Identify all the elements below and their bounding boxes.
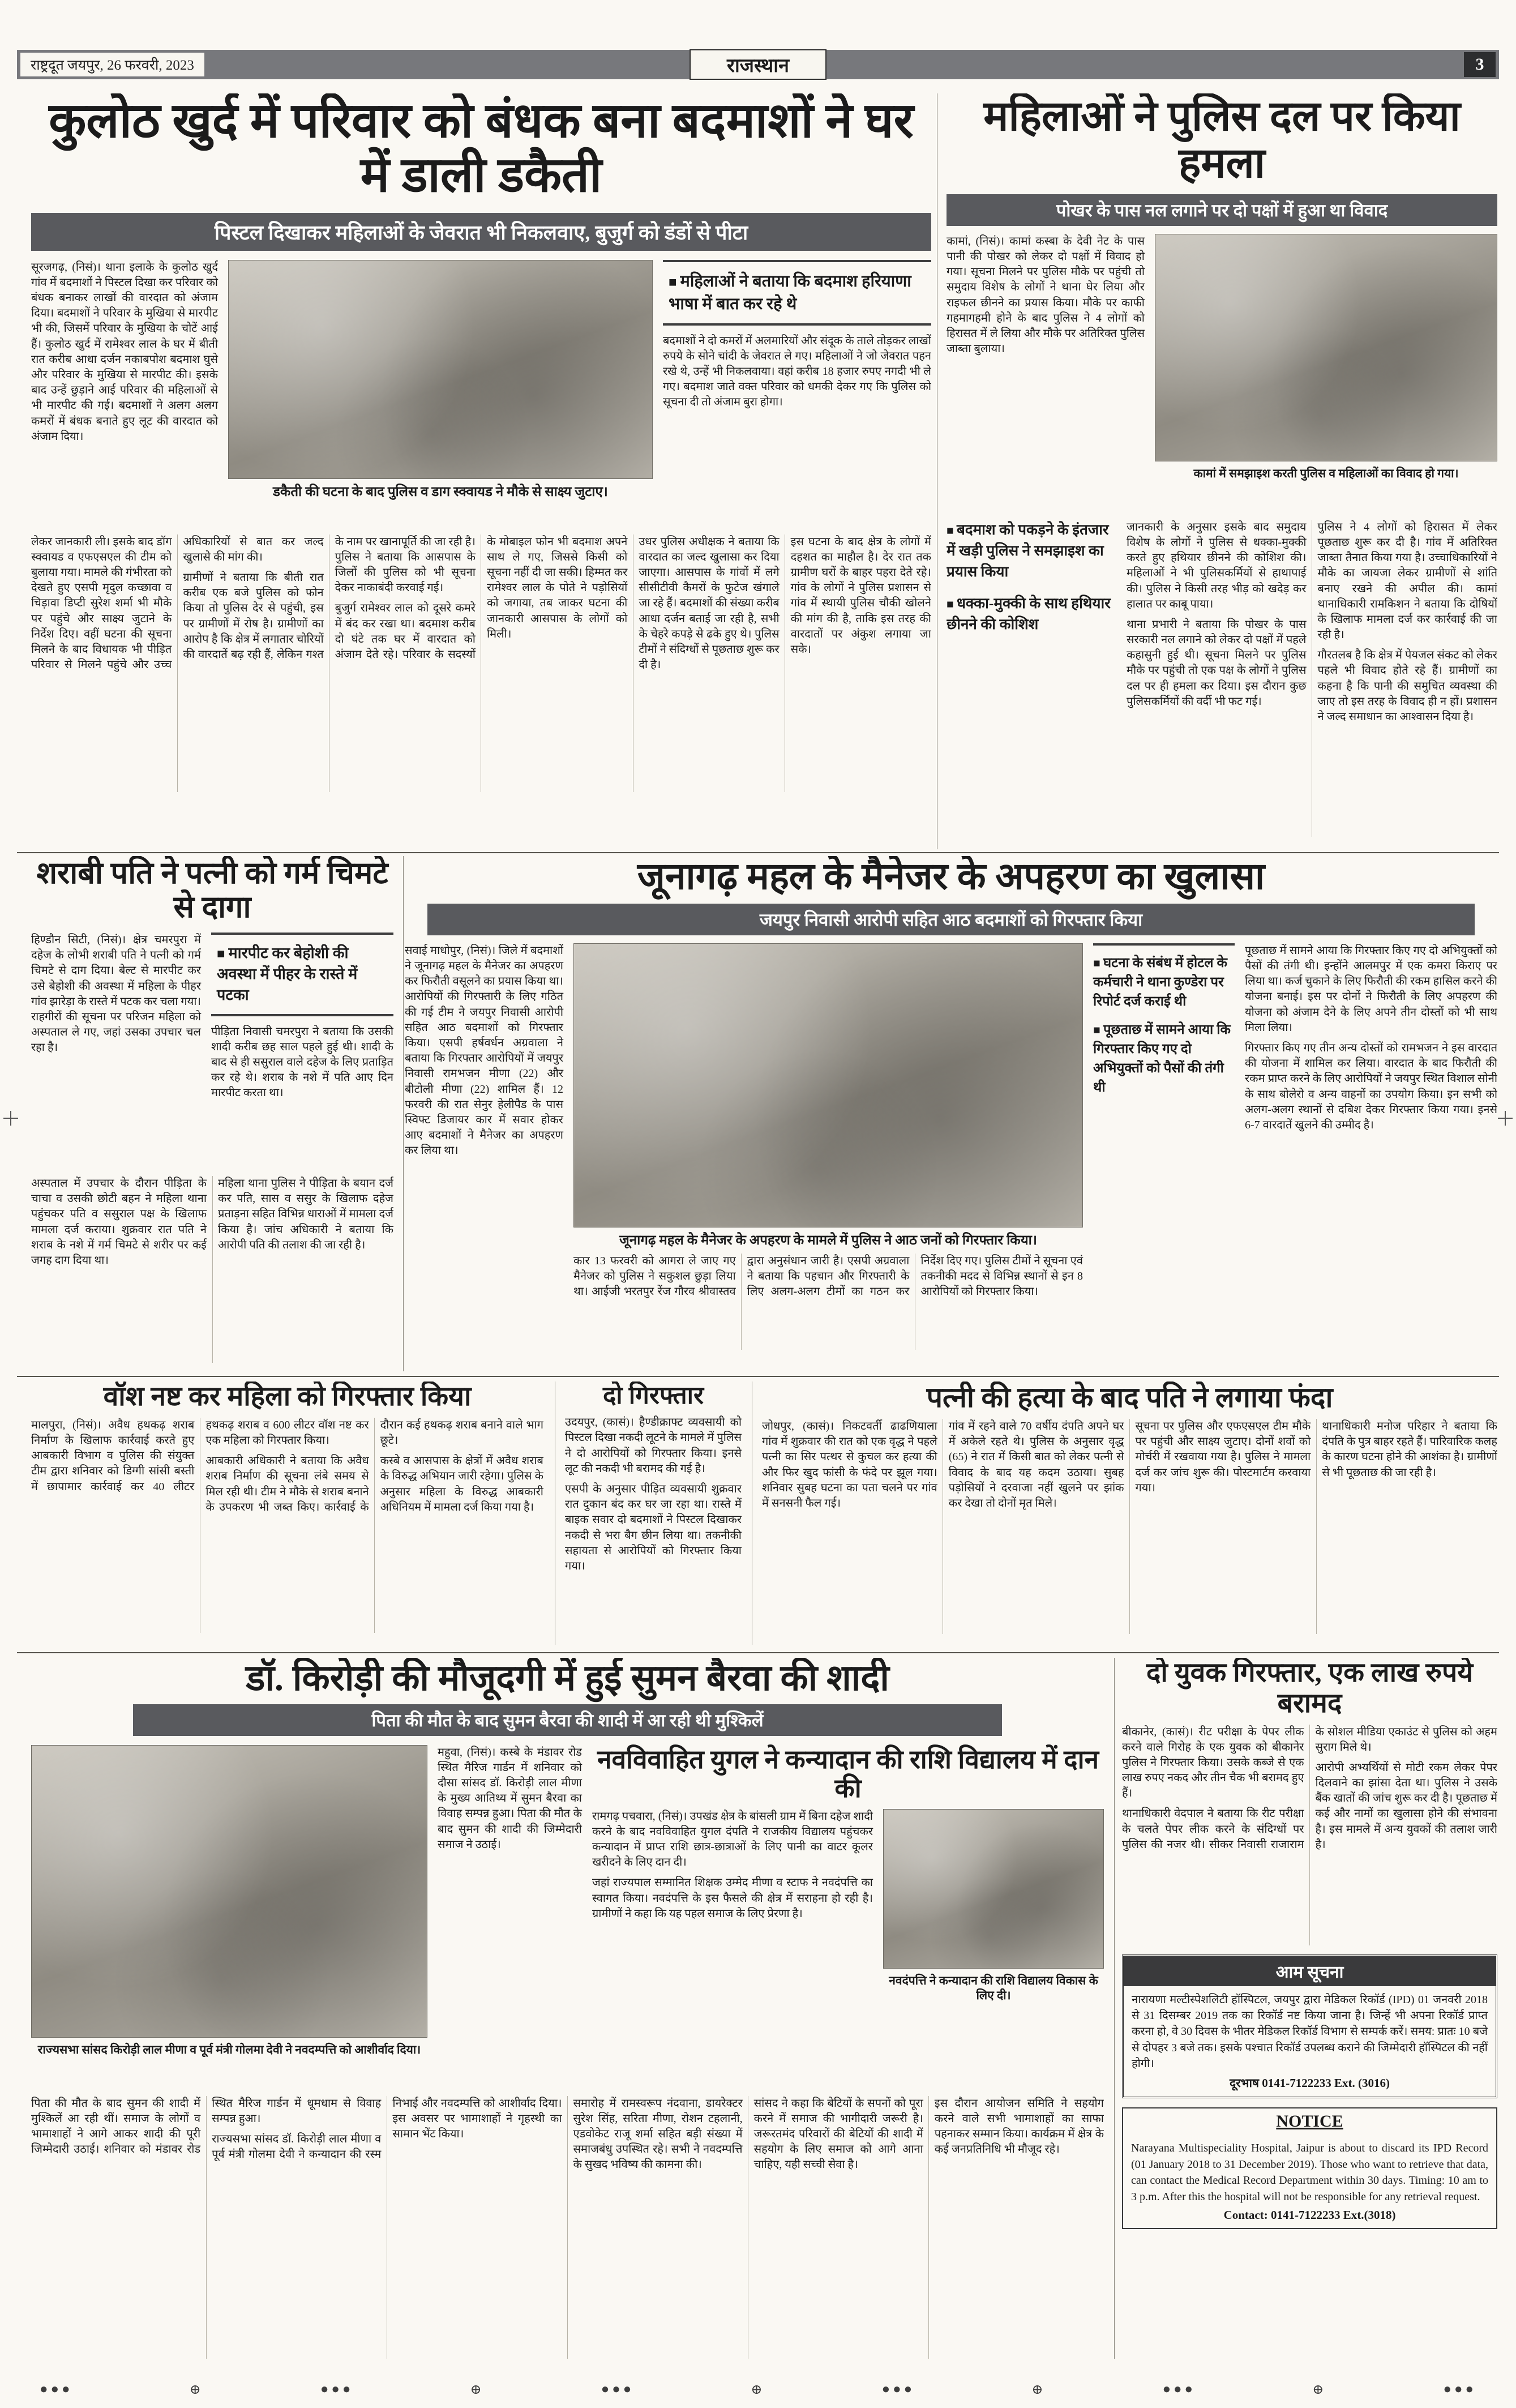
article-headline: जूनागढ़ महल के मैनेजर के अपहरण का खुलासा — [637, 856, 1265, 897]
notice-body: नारायणा मल्टीस्पेशलिटी हॉस्पिटल, जयपुर द्वारा मेडिकल रिकॉर्ड (IPD) 01 जनवरी 2018 से 31 दिसम्बर 2019 तक का रिकॉर्ड नष्ट किया जाना है। जिन्हें भी अपना रिकॉर्ड प्राप्त करना हो, वे 30 दिवस के भीतर मेडिकल रिकॉर्ड विभाग से सम्पर्क करें। समय: प्रातः 10 बजे से दोपहर 3 बजे तक। इसके पश्चात रिकॉर्ड उपलब्ध कराने की जिम्मेदारी हॉस्पिटल की नहीं होगी। — [1132, 1993, 1488, 2071]
body-paragraph: इस दौरान आयोजन समिति ने सहयोग करने वाले सभी भामाशाहों का साफा पहनाकर सम्मान किया। कार्यक्रम में क्षेत्र के कई जनप्रतिनिधि भी मौजूद रहे। — [934, 2097, 1104, 2156]
body-paragraph: सूरजगढ़, (निसं)। थाना इलाके के कुलोठ खुर्द गांव में बदमाशों ने पिस्टल दिखा कर परिवार को बंधक बनाकर लाखों की वारदात को अंजाम दिया। बदमाशों ने परिवार के मुखिया से मारपीट भी की, जिसमें परिवार के मुखिया के चोटें आई हैं। कुलोठ खुर्द में रामेश्वर लाल के घर में बीती रात करीब आधा दर्जन नकाबपोश बदमाश घुसे और परिवार के मुखिया से मारपीट की। इसके बाद उन्हें छुड़ाने आई परिवार की महिलाओं से भी मारपीट की गई। बदमाशों ने अलग अलग कमरों में बंधक बनाते हुए लूट की वारदात को अंजाम दिया। — [31, 260, 218, 443]
body-paragraph: पूछताछ में सामने आया कि गिरफ्तार किए गए दो अभियुक्तों को पैसों की तंगी थी। इन्होंने आलमपुर में एक कमरा किराए पर लिया था। कर्ज चुकाने के लिए फिरौती की रकम हासिल करने की योजना बनाई। इस पर दोनों ने फिरौती के लिए अपहरण की योजना को अंजाम देने के लिए अपने तीन दोस्तों को भी साथ मिला लिया। — [1245, 944, 1497, 1034]
article-body-column — [947, 234, 1145, 514]
body-paragraph: ●●● — [1162, 2382, 1196, 2397]
highlight-bullets — [947, 520, 1116, 837]
article-subhead: जयपुर निवासी आरोपी सहित आठ बदमाशों को गिरफ्तार किया — [427, 904, 1475, 935]
photo-caption: डकैती की घटना के बाद पुलिस व डाग स्क्वायड ने मौके से साक्ष्य जुटाए। — [273, 484, 608, 499]
photo-caption: कामां में समझाइश करती पुलिस व महिलाओं का विवाद हो गया। — [1193, 466, 1459, 480]
body-paragraph: ग्रामीणों ने बताया कि बीती रात करीब एक बजे पुलिस को फोन किया तो पुलिस देर से पहुंची, इस पर ग्रामीणों में रोष है। ग्रामीणों का आरोप है कि क्षेत्र में लगातार चोरियों की वारदातें बढ़ रही हैं, लेकिन गश्त के नाम पर खानापूर्ति की जा रही है। पुलिस ने बताया कि आसपास के जिलों की पुलिस को भी सूचना देकर नाकाबंदी करवाई गई। — [183, 535, 476, 661]
body-paragraph: हिण्डौन सिटी, (निसं)। क्षेत्र चमरपुरा में दहेज के लोभी शराबी पति ने पत्नी को गर्म चिमटे से दाग दिया। बेल्ट से मारपीट कर उसे बेहोशी की अवस्था में महिला के पीहर गांव झारेड़ा के रास्ते में पटक कर चला गया। राहगीरों की सूचना पर परिजन महिला को अस्पताल ले गए, जहां उसका उपचार चल रहा है। — [31, 933, 201, 1054]
kanyadan-photo — [883, 1809, 1104, 1969]
body-paragraph: गिरफ्तार किए गए तीन अन्य दोस्तों को रामभजन ने इस वारदात की योजना में शामिल कर लिया। वारदात के बाद फिरौती की रकम प्राप्त करने के लिए आरोपियों ने जयपुर स्थित विशाल सोनी के साथ बोलेरो व अन्य वाहनों का उपयोग किया। इन सभी को अलग-अलग स्थानों से दबिश देकर गिरफ्तार किया गया। इनसे 6-7 वारदातें खुलने की उम्मीद है। — [1245, 1042, 1497, 1131]
body-paragraph: ⊕ — [470, 2383, 485, 2397]
junagarh-group-photo — [573, 943, 1083, 1227]
body-paragraph: ■ धक्का-मुक्की के साथ हथियार छीनने की कोशिश — [947, 593, 1116, 635]
article-figure — [883, 1809, 1104, 2003]
article-body-columns — [573, 1254, 1083, 1350]
body-paragraph: ●●● — [601, 2382, 635, 2397]
body-paragraph: बीकानेर, (कासं)। रीट परीक्षा के पेपर लीक करने वाले गिरोह के एक युवक को बीकानेर पुलिस ने गिरफ्तार किया। उसके कब्जे से एक लाख रुपए नकद और तीन चैक भी बरामद हुए हैं। — [1122, 1725, 1304, 1800]
article-headline: वॉश नष्ट कर महिला को गिरफ्तार किया — [103, 1382, 472, 1412]
body-paragraph: पीड़िता निवासी चमरपुरा ने बताया कि उसकी शादी करीब छह साल पहले हुई थी। शादी के बाद से ही ससुराल वाले दहेज के लिए प्रताड़ित कर रहे थे। शराब के नशे में पति आए दिन मारपीट करता था। — [211, 1025, 393, 1100]
article-body-columns — [31, 1418, 543, 1633]
section-divider — [17, 1652, 1499, 1653]
article-right-zone — [663, 260, 931, 534]
body-paragraph: ⊕ — [189, 2383, 204, 2397]
article-body-columns — [31, 2096, 1104, 2359]
article-body-column — [1245, 943, 1497, 1362]
column-divider — [1114, 1658, 1115, 2359]
body-paragraph: ■ पूछताछ में सामने आया कि गिरफ्तार किए गए दो अभियुक्तों को पैसों की तंगी थी — [1093, 1020, 1235, 1097]
article-body-column — [211, 1024, 393, 1101]
body-paragraph: महिला थाना पुलिस ने पीड़िता के बयान दर्ज कर पति, सास व ससुर के खिलाफ दहेज प्रताड़ना सहित विभिन्न धाराओं में मामला दर्ज किया है। जांच अधिकारी ने बताया कि आरोपी पति की तलाश की जा रही है। — [218, 1177, 393, 1251]
notice-body: Narayana Multispeciality Hospital, Jaipur is about to discard its IPD Record (01 January 2018 to 31 December 2019). Those who want to retrieve that data, can contact the Medical Record Department within 30 days. Timing: 10 am to 3 p.m. After this the hospital will not be responsible for any retrieval request. — [1131, 2142, 1488, 2203]
body-paragraph: सांसद ने कहा कि बेटियों के सपनों को पूरा करने में समाज की भागीदारी जरूरी है। जरूरतमंद परिवारों की बेटियों की शादी में सहयोग के लिए समाज को आगे आना चाहिए, यही सच्ची सेवा है। — [753, 2097, 923, 2171]
body-paragraph: मालपुरा, (निसं)। अवैध हथकढ़ शराब निर्माण के खिलाफ कार्रवाई करते हुए आबकारी विभाग व पुलिस की संयुक्त टीम द्वारा शनिवार को डिग्गी सांसी बस्ती में छापामार कार्रवाई कर 40 लीटर हथकढ़ शराब व 600 लीटर वॉश नष्ट कर एक महिला को गिरफ्तार किया। — [31, 1418, 369, 1493]
notice-contact: Contact: 0141-7122233 Ext.(3018) — [1223, 2208, 1396, 2222]
body-paragraph: उदयपुर, (कासं)। हैण्डीक्राफ्ट व्यवसायी को पिस्टल दिखा नकदी लूटने के मामले में पुलिस ने दो आरोपियों को गिरफ्तार किया। इनसे लूट की नकदी भी बरामद की गई है। — [565, 1416, 742, 1475]
body-paragraph: जानकारी के अनुसार इसके बाद समुदाय विशेष के लोगों ने पुलिस से धक्का-मुक्की करते हुए हथियार छीनने की कोशिश की। महिलाओं ने भी पुलिसकर्मियों से हाथापाई की। पुलिस ने किसी तरह भीड़ को खदेड़ कर हालात पर काबू पाया। — [1127, 520, 1307, 610]
body-paragraph: बदमाशों ने दो कमरों में अलमारियों और संदूक के ताले तोड़कर लाखों रुपये के सोने चांदी के जेवरात ले गए। महिलाओं ने जो जेवरात पहन रखे थे, उन्हें भी निकलवाया। वहां करीब 18 हजार रुपए नगदी भी ले गए। बदमाश जाते वक्त परिवार को धमकी देकर गए कि पुलिस को सूचना दी तो अंजाम बुरा होगा। — [663, 334, 931, 409]
highlight-bullets — [1093, 943, 1235, 1362]
article-two-arrested — [565, 1382, 742, 1645]
body-paragraph: सूचना पर पुलिस और एफएसएल टीम मौके पर पहुंची और साक्ष्य जुटाए। दोनों शवों को मोर्चरी में रखवाया गया है। पुलिस ने मामला दर्ज कर जांच शुरू की। पोस्टमार्टम करवाया गया। — [1135, 1420, 1311, 1494]
body-paragraph: राज्यसभा सांसद डॉ. किरोड़ी लाल मीणा व पूर्व मंत्री गोलमा देवी ने कन्यादान की रस्म निभाई और नवदम्पत्ति को आशीर्वाद दिया। इस अवसर पर भामाशाहों ने गृहस्थी का सामान भेंट किया। — [212, 2097, 562, 2161]
article-paper-leak — [1122, 1658, 1497, 2359]
article-headline: शराबी पति ने पत्नी को गर्म चिमटे से दागा — [36, 856, 388, 925]
body-paragraph: रामगढ़ पचवारा, (निसं)। उपखंड क्षेत्र के बांसली ग्राम में बिना दहेज शादी करने के बाद नवविवाहित युगल दंपति ने राजकीय विद्यालय पहुंचकर कन्यादान में प्राप्त राशि छात्र-छात्राओं के लिए पानी का वाटर कूलर खरीदने के लिए दान दी। — [592, 1810, 873, 1869]
crop-mark — [1498, 1111, 1513, 1126]
body-paragraph: कार 13 फरवरी को आगरा ले जाए गए मैनेजर को पुलिस ने सकुशल छुड़ा लिया था। आईजी भरतपुर रेंज गौरव श्रीवास्तव द्वारा अनुसंधान जारी है। एसपी अग्रवाला ने बताया कि पहचान और गिरफ्तारी के लिए अलग-अलग टीमों का गठन कर निर्देश दिए गए। पुलिस टीमों ने सूचना एवं तकनीकी मदद से विभिन्न स्थानों से इन 8 आरोपियों को गिरफ्तार किया। — [573, 1254, 1083, 1298]
body-paragraph: गांव में रहने वाले 70 वर्षीय दंपति अपने घर में अकेले रहते थे। पुलिस के अनुसार वृद्ध (65) ने रात में किसी बात को लेकर पत्नी से विवाद के बाद यह कदम उठाया। सुबह पड़ोसियों ने दरवाजा नहीं खुलने पर झांक कर देखा तो दोनों मृत मिले। — [948, 1420, 1124, 1509]
body-paragraph: कामां, (निसं)। कामां कस्बा के देवी नेट के पास पानी की पोखर को लेकर दो पक्षों में विवाद हो गया। सूचना मिलने पर पुलिस मौके पर पहुंची तो समुदाय विशेष के लोगों ने थाना घेर लिया और राइफल छीनने का प्रयास किया। मौके पर काफी गहमागहमी होने के बाद पुलिस ने 4 लोगों को हिरासत में ले लिया और मौके पर अतिरिक्त पुलिस जाब्ता बुलाया। — [947, 234, 1145, 356]
pull-quote-text: ■ मारपीट कर बेहोशी की अवस्था में पीहर के रास्ते में पटका — [217, 944, 357, 1004]
body-paragraph: पुलिस ने 4 लोगों को हिरासत में लेकर पूछताछ शुरू कर दी है। गांव में अतिरिक्त जाब्ता तैनात किया गया है। उच्चाधिकारियों ने मौके का जायजा लेकर ग्रामीणों से शांति बनाए रखने की अपील की। कामां थानाधिकारी रामकिशन ने बताया कि दोषियों के खिलाफ मामला दर्ज कर कार्रवाई की जा रही है। — [1317, 520, 1497, 641]
body-paragraph: अस्पताल में उपचार के दौरान पीड़िता के चाचा व उसकी छोटी बहन ने महिला थाना पहुंचकर पति व ससुराल पक्ष के खिलाफ मामला दर्ज कराया। शुक्रवार रात पति ने शराब के नशे में गर्म चिमटे से शरीर पर कई जगह दाग दिया था। — [31, 1177, 207, 1267]
article-body-column — [405, 943, 563, 1362]
article-figure — [1155, 234, 1497, 514]
article-headline: दो गिरफ्तार — [602, 1382, 704, 1409]
body-paragraph: थाना प्रभारी ने बताया कि पोखर के पास सरकारी नल लगाने को लेकर दो पक्षों में पहले कहासुनी हुई थी। सूचना मिलने पर पुलिस मौके पर पहुंची तो एक पक्ष के लोगों ने पुलिस दल पर ही हमला कर दिया। इस दौरान कुछ पुलिसकर्मियों की वर्दी भी फट गई। — [1127, 618, 1307, 708]
article-center-zone — [573, 943, 1083, 1362]
body-paragraph: ⊕ — [751, 2383, 765, 2397]
body-paragraph: थानाधिकारी वेदपाल ने बताया कि रीट परीक्षा के चलते पेपर लीक करने के संदिग्धों पर पुलिस की नजर थी। सीकर निवासी राजाराम के सोशल मीडिया एकाउंट से पुलिस को अहम सुराग मिले थे। — [1122, 1725, 1497, 1851]
body-paragraph: ■ बदमाश को पकड़ने के इंतजार में खड़ी पुलिस ने समझाइश का प्रयास किया — [947, 520, 1116, 583]
article-dacoity — [31, 93, 931, 849]
article-junagarh — [405, 856, 1497, 1370]
public-notice-hindi — [1122, 1954, 1497, 2099]
article-headline: पत्नी की हत्या के बाद पति ने लगाया फंदा — [926, 1382, 1333, 1413]
article-subhead: पोखर के पास नल लगाने पर दो पक्षों में हुआ था विवाद — [947, 194, 1497, 226]
article-right-zone — [211, 933, 393, 1176]
column-divider — [403, 856, 404, 1371]
article-wash — [31, 1382, 543, 1645]
article-body-columns — [1122, 1725, 1497, 1945]
article-chimta — [31, 856, 393, 1370]
article-headline: नवविवाहित युगल ने कन्यादान की राशि विद्यालय में दान की — [597, 1744, 1099, 1803]
article-body-columns — [31, 1176, 393, 1363]
article-figure — [228, 260, 653, 534]
body-paragraph: ●●● — [320, 2382, 354, 2397]
article-subhead: पिस्टल दिखाकर महिलाओं के जेवरात भी निकलवाए, बुजुर्ग को डंडों से पीटा — [31, 213, 931, 251]
body-paragraph: ⊕ — [1312, 2383, 1327, 2397]
section-divider — [17, 852, 1499, 853]
article-kanyadan — [592, 1745, 1104, 2090]
article-headline: दो युवक गिरफ्तार, एक लाख रुपये बरामद — [1146, 1658, 1474, 1718]
crop-mark — [3, 1111, 18, 1126]
body-paragraph: पिता की मौत के बाद सुमन की शादी में मुश्किलें आ रही थीं। समाज के लोगों व भामाशाहों ने आगे आकर शादी की पूरी जिम्मेदारी उठाई। शनिवार को मंडावर रोड स्थित मैरिज गार्डन में धूमधाम से विवाह सम्पन्न हुआ। — [31, 2097, 382, 2156]
article-body-column — [663, 333, 931, 410]
body-paragraph: कस्बे व आसपास के क्षेत्रों में अवैध शराब के विरुद्ध अभियान जारी रहेगा। पुलिस के अनुसार महिला के विरुद्ध आबकारी अधिनियम में मामला दर्ज किया गया है। — [380, 1455, 543, 1513]
footer-ornaments — [40, 2381, 1476, 2398]
body-paragraph: इस घटना के बाद क्षेत्र के लोगों में दहशत का माहौल है। देर रात तक ग्रामीण घरों के बाहर पहरा देते रहे। गांव के लोगों ने पुलिस प्रशासन से गांव में स्थायी पुलिस चौकी खोलने की मांग की है, ताकि इस तरह की वारदातों पर अंकुश लगाया जा सके। — [790, 535, 931, 656]
body-paragraph: आरोपी अभ्यर्थियों से मोटी रकम लेकर पेपर दिलवाने का झांसा देता था। पुलिस ने उसके बैंक खातों की जांच शुरू कर दी है। पूछताछ में कई और नामों का खुलासा होने की संभावना है। इस मामले में अन्य युवकों की तलाश जारी है। — [1315, 1761, 1497, 1851]
body-paragraph: सवाई माधोपुर, (निसं)। जिले में बदमाशों ने जूनागढ़ महल के मैनेजर का अपहरण कर फिरौती वसूलने का प्रयास किया था। आरोपियों की गिरफ्तारी के लिए गठित की गई टीम ने जयपुर निवासी आरोपी सहित आठ बदमाशों को गिरफ्तार किया। एसपी हर्षवर्धन अग्रवाला ने बताया कि गिरफ्तार आरोपियों में जयपुर निवासी रामभजन मीणा (22) और बीटोली मीणा (22) शामिल हैं। 12 फरवरी की रात सेनुर हेलीपैड के पास स्विफ्ट डिजायर कार में सवार होकर आए बदमाशों ने मैनेजर का अपहरण कर लिया था। — [405, 944, 563, 1157]
photo-caption: राज्यसभा सांसद किरोड़ी लाल मीणा व पूर्व मंत्री गोलमा देवी ने नवदम्पत्ति को आशीर्वाद दिया। — [37, 2042, 421, 2056]
wedding-photo — [31, 1745, 427, 2038]
article-body-column — [592, 1809, 873, 2003]
article-figure — [573, 943, 1083, 1249]
body-paragraph: महुवा, (निसं)। कस्बे के मंडावर रोड स्थित मैरिज गार्डन में शनिवार को दौसा सांसद डॉ. किरोड़ी लाल मीणा के मुख्य आतिथ्य में सुमन बैरवा का विवाह सम्पन्न हुआ। पिता की मौत के बाद सुमन की शादी की जिम्मेदारी समाज ने उठाई। — [438, 1746, 582, 1851]
article-body-column — [31, 260, 218, 534]
body-paragraph: उधर पुलिस अधीक्षक ने बताया कि वारदात का जल्द खुलासा कर दिया जाएगा। आसपास के गांवों में लगे सीसीटीवी कैमरों के फुटेज खंगाले जा रहे हैं। बदमाशों की संख्या करीब आधा दर्जन बताई जा रही है, सभी के चेहरे कपड़े से ढके हुए थे। पुलिस टीमों ने संदिग्धों से पूछताछ शुरू कर दी है। — [639, 535, 780, 671]
public-notice-english — [1122, 2107, 1497, 2229]
article-headline: कुलोठ खुर्द में परिवार को बंधक बना बदमाशों ने घर में डाली डकैती — [49, 93, 914, 203]
body-paragraph: बुजुर्ग रामेश्वर लाल को दूसरे कमरे में बंद कर रखा था। बदमाश करीब दो घंटे तक घर में वारदात को अंजाम देते रहे। परिवार के सदस्यों के मोबाइल फोन भी बदमाश अपने साथ ले गए, जिससे किसी को सूचना नहीं दी जा सकी। हिम्मत कर रामेश्वर लाल के पोते ने पड़ोसियों को जगाया, तब जाकर घटना की जानकारी आसपास के लोगों को मिली। — [335, 535, 628, 661]
body-paragraph: लेकर जानकारी ली। इसके बाद डॉग स्क्वायड व एफएसएल की टीम को बुलाया गया। मामले की गंभीरता को देखते हुए एसपी मृदुल कच्छावा व चिड़ावा डिप्टी सुरेश शर्मा भी मौके पर पहुंचे और साक्ष्य जुटाने के निर्देश दिए। वहीं घटना की सूचना मिलने के बाद विधायक भी पीड़ित परिवार से मिलने पहुंचे और उच्च अधिकारियों से बात कर जल्द खुलासे की मांग की। — [31, 535, 324, 671]
body-paragraph: ■ घटना के संबंध में होटल के कर्मचारी ने थाना कुण्डेरा पर रिपोर्ट दर्ज कराई थी — [1093, 953, 1235, 1011]
body-paragraph: एसपी के अनुसार पीड़ित व्यवसायी शुक्रवार रात दुकान बंद कर घर जा रहा था। रास्ते में बाइक सवार दो बदमाशों ने पिस्टल दिखाकर नकदी से भरा बैग छीन लिया था। तकनीकी सहायता से आरोपियों को गिरफ्तार किया गया। — [565, 1483, 742, 1572]
article-body-columns — [762, 1419, 1497, 1634]
notice-title: NOTICE — [1276, 2112, 1343, 2131]
body-paragraph: जोधपुर, (कासं)। निकटवर्ती ढाढणियाला गांव में शुक्रवार की रात को एक वृद्ध ने पहले पत्नी का सिर पत्थर से कुचल कर हत्या की और फिर खुद फांसी के फंदे पर झूल गया। शनिवार सुबह घटना का पता चलने पर गांव में सनसनी फैल गई। — [762, 1420, 937, 1509]
article-body-columns — [31, 534, 931, 792]
article-body-column — [438, 1745, 582, 2090]
article-figure — [31, 1745, 427, 2090]
body-paragraph: ●●● — [1443, 2382, 1476, 2397]
article-body-column — [565, 1415, 742, 1636]
notice-title: आम सूचना — [1124, 1956, 1496, 1986]
photo-caption: जूनागढ़ महल के मैनेजर के अपहरण के मामले में पुलिस ने आठ जनों को गिरफ्तार किया। — [619, 1233, 1037, 1248]
body-paragraph: गौरतलब है कि क्षेत्र में पेयजल संकट को लेकर पहले भी विवाद होते रहे हैं। ग्रामीणों का कहना है कि पानी की समुचित व्यवस्था की जाए तो इस तरह के विवाद ही न हों। प्रशासन ने जल्द समाधान का आश्वासन दिया है। — [1317, 649, 1497, 723]
pull-quote — [663, 260, 931, 326]
edition-date: राष्ट्रदूत जयपुर, 26 फरवरी, 2023 — [20, 53, 204, 76]
pull-quote-text: ■ महिलाओं ने बताया कि बदमाश हरियाणा भाषा में बात कर रहे थे — [669, 272, 911, 313]
masthead — [17, 50, 1499, 79]
article-suicide — [762, 1382, 1497, 1645]
article-body-columns — [1127, 520, 1497, 837]
police-attack-photo — [1155, 234, 1497, 461]
pull-quote — [211, 933, 393, 1016]
article-police-attack — [947, 93, 1497, 849]
page-number: 3 — [1464, 52, 1496, 77]
notice-phone: दूरभाष 0141-7122233 Ext. (3016) — [1229, 2076, 1390, 2090]
article-wedding — [31, 1658, 1104, 2359]
body-paragraph: जहां राज्यपाल सम्मानित शिक्षक उम्मेद मीणा व स्टाफ ने नवदंपत्ति का स्वागत किया। नवदंपत्ति के इस फैसले की क्षेत्र में सराहना हो रही है। ग्रामीणों ने कहा कि यह पहल समाज के लिए प्रेरणा है। — [592, 1876, 873, 1920]
section-title: राजस्थान — [690, 49, 826, 80]
article-headline: डॉ. किरोड़ी की मौजूदगी में हुई सुमन बैरवा की शादी — [246, 1658, 889, 1698]
body-paragraph: ●●● — [40, 2382, 73, 2397]
photo-caption: नवदंपत्ति ने कन्यादान की राशि विद्यालय विकास के लिए दी। — [889, 1973, 1098, 2002]
body-paragraph: थानाधिकारी मनोज परिहार ने बताया कि दंपति के पुत्र बाहर रहते हैं। पारिवारिक कलह के कारण घटना होने की आशंका है। ग्रामीणों से भी पूछताछ की जा रही है। — [1322, 1420, 1497, 1479]
body-paragraph: समारोह में रामस्वरूप नंदवाना, डायरेक्टर सुरेश सिंह, सरिता मीणा, रोशन टहलानी, एडवोकेट राजू शर्मा सहित बड़ी संख्या में समाजबंधु उपस्थित रहे। सभी ने नवदम्पत्ति के सुखद भविष्य की कामना की। — [573, 2097, 743, 2171]
dacoity-photo — [228, 260, 653, 479]
article-subhead: पिता की मौत के बाद सुमन बैरवा की शादी में आ रही थी मुश्किलें — [133, 1704, 1002, 1736]
body-paragraph: ●●● — [881, 2382, 915, 2397]
article-body-column — [31, 933, 201, 1176]
article-headline: महिलाओं ने पुलिस दल पर किया हमला — [983, 93, 1461, 187]
section-divider — [17, 1376, 1499, 1377]
body-paragraph: ⊕ — [1031, 2383, 1046, 2397]
body-paragraph: आबकारी अधिकारी ने बताया कि अवैध शराब निर्माण की सूचना लंबे समय से मिल रही थी। टीम ने मौके से शराब बनाने के उपकरण भी जब्त किए। कार्रवाई के दौरान कई हथकढ़ शराब बनाने वाले भाग छूटे। — [205, 1418, 543, 1513]
